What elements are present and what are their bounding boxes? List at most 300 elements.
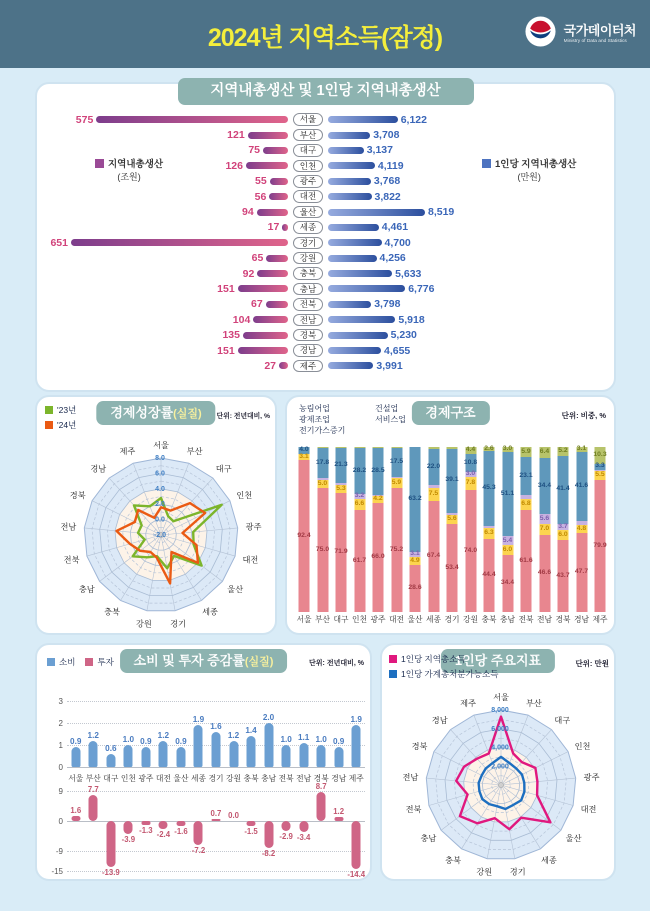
disposable-income-label: 1인당 가계총처분가능소득 xyxy=(401,669,499,679)
cons-invest-unit-label: 단위: 전년대비, % xyxy=(309,660,364,667)
consumption-value: 1.2 xyxy=(87,730,99,740)
investment-bar-slot xyxy=(312,782,330,871)
consumption-bar xyxy=(282,745,291,767)
radar-axis-label: 강원 xyxy=(135,619,152,629)
region-label: 충북 xyxy=(293,267,323,280)
grdp-bar-right xyxy=(328,255,377,262)
grdp-bar-right xyxy=(328,116,398,123)
grdp-value-right: 5,918 xyxy=(398,313,425,326)
grdp-left-wrap xyxy=(45,221,288,233)
radar-axis-label: 서울 xyxy=(153,441,169,450)
ministry-logo-text xyxy=(564,20,636,44)
investment-value: 1.6 xyxy=(70,805,82,815)
struct-value-label: 43.7 xyxy=(556,571,570,579)
grdp-row xyxy=(45,112,606,127)
region-label: 경남 xyxy=(293,344,323,357)
struct-value-label: 46.6 xyxy=(537,569,552,577)
grdp-bar-left xyxy=(263,147,288,154)
grdp-value-right: 3,708 xyxy=(373,129,400,142)
struct-value-label: 4.0 xyxy=(299,445,309,453)
struct-value-label: 34.4 xyxy=(537,481,552,489)
struct-category-label: 경남 xyxy=(573,615,590,624)
struct-value-label: 5.9 xyxy=(391,478,402,486)
grdp-row xyxy=(45,327,606,342)
consumption-bar-slot xyxy=(207,701,225,767)
grdp-value-right: 3,137 xyxy=(366,144,393,157)
radar-axis-label: 경남 xyxy=(431,716,448,725)
consumption-value: 1.2 xyxy=(157,730,170,740)
consumption-value: 0.6 xyxy=(105,743,117,753)
grdp-right-wrap xyxy=(328,360,403,372)
axis-tick-label: 0 xyxy=(58,763,63,772)
grdp-row xyxy=(45,189,606,204)
grdp-bar-left xyxy=(238,285,288,292)
consumption-bar-slot xyxy=(242,701,260,767)
struct-value-label: 75.0 xyxy=(315,545,330,553)
grdp-value-left: 135 xyxy=(222,329,240,342)
category-label: 강원 xyxy=(226,774,242,783)
struct-column xyxy=(499,431,517,625)
grdp-value-left: 151 xyxy=(217,282,235,295)
struct-value-label: 5.0 xyxy=(317,479,328,487)
struct-value-label: 92.4 xyxy=(297,531,311,539)
struct-value-label: 6.0 xyxy=(558,530,568,538)
struct-value-label: 51.1 xyxy=(500,490,515,498)
struct-stack xyxy=(391,447,402,612)
radar-tick-label: 4,000 xyxy=(491,744,509,752)
consumption-bar-slot xyxy=(225,701,243,767)
consumption-bar xyxy=(71,747,80,767)
consumption-value: 0.9 xyxy=(332,737,345,747)
struct-value-label: 41.4 xyxy=(556,485,570,493)
struct-column xyxy=(351,431,369,625)
axis-tick-label: 0 xyxy=(58,817,63,826)
consumption-bar-slot xyxy=(67,701,85,767)
panel-growth-title: 경제성장률(실질) xyxy=(96,401,215,425)
percap-unit-label: 단위: 만원 xyxy=(575,659,609,668)
struct-value-label: 3.0 xyxy=(502,445,513,453)
grdp-bar-right xyxy=(328,132,370,139)
struct-category-label: 광주 xyxy=(370,615,386,624)
radar-axis-label: 충북 xyxy=(104,607,120,617)
investment-value: -3.4 xyxy=(296,833,311,843)
struct-stack xyxy=(521,447,532,612)
consumption-bar xyxy=(247,736,256,767)
grdp-value-right: 3,822 xyxy=(374,190,401,203)
grdp-bar-right xyxy=(328,193,372,200)
grdp-right-wrap xyxy=(328,160,404,172)
grdp-left-legend-unit: (조원) xyxy=(117,172,141,182)
investment-bar xyxy=(141,821,150,825)
grdp-value-left: 121 xyxy=(227,129,245,142)
investment-value: -1.6 xyxy=(174,827,188,837)
grdp-bar-right xyxy=(328,239,382,246)
panel-growth xyxy=(35,395,277,635)
axis-tick-label: -15 xyxy=(51,867,63,876)
grdp-row xyxy=(45,127,606,142)
grdp-left-wrap xyxy=(45,329,288,341)
consumption-value: 0.9 xyxy=(70,737,82,747)
grdp-right-wrap xyxy=(328,129,399,141)
struct-value-label: 5.3 xyxy=(336,484,346,492)
struct-value-label: 7.8 xyxy=(465,479,476,487)
struct-stack xyxy=(373,447,384,612)
consumption-bar-slot xyxy=(295,701,313,767)
struct-value-label: 6.4 xyxy=(539,448,550,456)
grdp-left-wrap xyxy=(45,314,288,326)
gridline xyxy=(67,767,365,768)
struct-column xyxy=(406,431,424,625)
grdp-value-left: 27 xyxy=(264,359,276,372)
grdp-right-legend-unit: (만원) xyxy=(517,172,541,182)
grdp-row xyxy=(45,281,606,296)
category-label: 경북 xyxy=(313,774,329,783)
consumption-value: 1.2 xyxy=(227,730,240,740)
struct-value-label: 61.7 xyxy=(352,556,367,564)
radar-axis-label: 부산 xyxy=(525,698,542,708)
radar-axis-label: 충남 xyxy=(420,834,437,843)
investment-bar-slot xyxy=(207,791,225,871)
percap-radar-chart xyxy=(382,645,618,883)
consumption-value: 1.0 xyxy=(280,735,292,744)
radar-axis-label: 세종 xyxy=(202,607,218,617)
investment-bar-slot xyxy=(347,791,366,879)
grdp-value-right: 4,700 xyxy=(384,236,411,249)
grdp-right-wrap xyxy=(328,298,400,310)
grdp-row xyxy=(45,204,606,219)
struct-value-label: 3.7 xyxy=(558,522,568,530)
grdp-value-left: 151 xyxy=(217,344,235,357)
struct-value-label: 4.2 xyxy=(373,495,383,503)
investment-bar-slot xyxy=(190,791,208,871)
region-label: 강원 xyxy=(293,252,323,265)
region-label: 부산 xyxy=(293,129,323,142)
struct-value-label: 17.8 xyxy=(315,458,330,466)
grdp-right-wrap xyxy=(328,252,406,264)
struct-value-label: 7.5 xyxy=(428,490,439,498)
struct-value-label: 6.8 xyxy=(521,500,531,508)
radar-axis-label: 전북 xyxy=(63,555,80,565)
axis-tick-label: 9 xyxy=(58,787,63,796)
consumption-value: 1.4 xyxy=(245,726,257,736)
grdp-bar-left xyxy=(248,132,288,139)
axis-tick-label: 1 xyxy=(58,741,63,750)
grdp-row xyxy=(45,358,606,373)
radar-axis-label: 울산 xyxy=(565,834,582,843)
struct-column xyxy=(425,431,443,625)
struct-stack xyxy=(428,447,439,612)
radar-axis-label: 대전 xyxy=(580,805,597,815)
year23-label: '23년 xyxy=(57,405,77,415)
grdp-value-left: 75 xyxy=(248,144,260,157)
grdp-bar-left xyxy=(246,162,288,169)
grdp-bar-left xyxy=(96,116,288,123)
struct-category-label: 전북 xyxy=(518,615,534,624)
structure-unit-label: 단위: 비중, % xyxy=(561,411,606,420)
struct-value-label: 4.4 xyxy=(465,446,476,454)
consumption-value: 2.0 xyxy=(262,713,275,722)
investment-bar-slot xyxy=(260,791,278,871)
struct-value-label: 5.4 xyxy=(502,536,513,544)
radar-tick-label: 6.0 xyxy=(155,470,165,478)
investment-value: 7.7 xyxy=(87,785,99,795)
struct-stack xyxy=(299,447,310,612)
struct-value-label: 67.4 xyxy=(426,552,441,560)
struct-column xyxy=(462,431,480,625)
consumption-bar xyxy=(334,747,343,767)
radar-axis-label: 인천 xyxy=(574,741,591,751)
consumption-bar-slot xyxy=(102,701,120,767)
struct-column xyxy=(591,431,609,625)
struct-value-label: 3.1 xyxy=(299,452,309,460)
region-label: 울산 xyxy=(293,206,323,219)
radar-tick-label: 8,000 xyxy=(491,707,509,714)
radar-axis-label: 부산 xyxy=(186,447,203,457)
struct-value-label: 5.6 xyxy=(539,514,550,522)
category-label: 제주 xyxy=(348,774,364,783)
header xyxy=(0,0,650,68)
grdp-left-wrap xyxy=(45,144,288,156)
grdp-bar-right xyxy=(328,316,395,323)
radar-axis-label: 서울 xyxy=(493,693,509,702)
radar-axis-label: 강원 xyxy=(476,867,493,877)
struct-stack xyxy=(595,447,606,612)
consumption-value: 1.9 xyxy=(350,715,362,725)
radar-axis-label: 경기 xyxy=(170,619,187,629)
struct-stack xyxy=(482,444,496,612)
grdp-value-left: 104 xyxy=(232,313,251,326)
legend-grdp-left xyxy=(95,156,163,183)
grdp-right-wrap xyxy=(328,283,434,295)
investment-bar xyxy=(124,821,133,834)
grdp-bar-right xyxy=(328,224,379,231)
region-label: 대구 xyxy=(293,144,323,157)
struct-value-label: 4.9 xyxy=(410,556,420,564)
consumption-bar xyxy=(299,743,308,767)
panel-structure-title: 경제구조 xyxy=(411,401,489,425)
consumption-bar-slot xyxy=(120,701,138,767)
struct-category-label: 강원 xyxy=(462,615,479,624)
grdp-left-wrap xyxy=(45,283,288,295)
growth-unit-label: 단위: 전년대비, % xyxy=(216,413,270,420)
investment-bar-slot xyxy=(101,791,120,878)
consumption-value: 1.0 xyxy=(122,735,135,744)
legend-label-agri: 농림어업 xyxy=(299,404,330,413)
radar-axis-label: 광주 xyxy=(583,772,600,782)
legend-cons-invest xyxy=(47,656,114,671)
category-label: 충남 xyxy=(261,774,277,783)
category-label: 전남 xyxy=(296,774,312,783)
radar-axis-label: 전남 xyxy=(402,772,419,782)
radar-axis-label: 대전 xyxy=(242,555,259,565)
consumption-value: 1.1 xyxy=(297,732,310,742)
investment-bar-slot xyxy=(242,791,260,871)
panel-percap xyxy=(380,643,616,881)
category-label: 부산 xyxy=(85,774,101,783)
radar-axis-label: 제주 xyxy=(460,698,477,708)
investment-bar xyxy=(211,819,220,821)
consumption-bar-slot xyxy=(137,701,155,767)
category-label: 경남 xyxy=(331,774,347,783)
struct-stack xyxy=(502,447,513,612)
region-label: 대전 xyxy=(293,190,323,203)
investment-bar-slot xyxy=(295,791,313,871)
region-label: 충남 xyxy=(293,283,323,296)
category-label: 서울 xyxy=(68,774,84,783)
consumption-bar xyxy=(194,725,203,767)
struct-stack xyxy=(465,447,476,612)
ministry-name-english: Ministry of Data and Statistics xyxy=(563,38,627,44)
investment-value: -1.3 xyxy=(139,826,153,836)
struct-stack xyxy=(354,447,365,612)
consumption-value: 0.9 xyxy=(175,737,187,747)
legend-item-serv xyxy=(371,414,406,425)
radar-tick-label: 0.0 xyxy=(155,516,165,524)
grdp-right-legend-label: 1인당 지역내총생산 xyxy=(495,159,577,170)
investment-bar-slot xyxy=(120,791,138,871)
grdp-bar-right xyxy=(328,270,392,277)
investment-bar xyxy=(194,821,203,845)
grdp-bar-left xyxy=(257,209,288,216)
struct-value-label: 63.2 xyxy=(408,495,422,503)
grdp-value-left: 651 xyxy=(50,236,68,249)
grdp-right-swatch xyxy=(482,159,491,168)
radar-tick-label: 6,000 xyxy=(491,725,509,733)
radar-axis-label: 충북 xyxy=(445,855,462,865)
consumption-bar-slot xyxy=(348,701,366,767)
investment-value: 0.7 xyxy=(210,808,222,818)
investment-value: -3.9 xyxy=(121,835,136,844)
consumption-bar-slot xyxy=(85,701,103,767)
grdp-bar-left xyxy=(243,332,288,339)
consumption-bar xyxy=(317,745,326,767)
radar-tick-label: -2.0 xyxy=(153,532,167,539)
investment-bar xyxy=(299,821,308,832)
grdp-left-wrap xyxy=(45,206,288,218)
consumption-bar xyxy=(352,725,361,767)
investment-value: -14.4 xyxy=(347,870,366,879)
struct-category-label: 서울 xyxy=(296,615,312,624)
investment-value: -2.9 xyxy=(279,831,293,841)
consumption-bar-slot xyxy=(260,701,278,767)
investment-value: -2.4 xyxy=(156,830,171,839)
grdp-bar-left xyxy=(253,316,288,323)
struct-stack xyxy=(539,447,550,612)
investment-bar-slot xyxy=(172,791,190,871)
struct-value-label: 74.0 xyxy=(463,546,478,554)
grdp-left-wrap xyxy=(45,268,288,280)
year24-label: '24년 xyxy=(57,420,77,430)
investment-bar xyxy=(176,821,185,826)
struct-category-label: 대구 xyxy=(333,615,349,624)
consumption-bar xyxy=(89,741,98,767)
grdp-value-right: 4,655 xyxy=(384,344,411,357)
consumption-bar-slot xyxy=(172,701,190,767)
grdp-left-wrap xyxy=(45,191,288,203)
investment-bar xyxy=(317,792,326,821)
region-label: 전북 xyxy=(293,298,323,311)
category-label: 대전 xyxy=(155,774,171,783)
radar-tick-label: 2.0 xyxy=(155,501,165,509)
struct-category-label: 경북 xyxy=(555,615,571,624)
struct-value-label: 3.3 xyxy=(595,462,605,470)
category-label: 경기 xyxy=(208,774,224,783)
grdp-right-wrap xyxy=(328,345,410,357)
struct-value-label: 6.0 xyxy=(502,546,513,554)
region-label: 인천 xyxy=(293,160,323,173)
investment-bar xyxy=(264,821,273,848)
region-label: 광주 xyxy=(293,175,323,188)
legend-item-manuf xyxy=(295,414,371,425)
radar-axis-label: 경남 xyxy=(90,464,107,474)
struct-value-label: 47.7 xyxy=(574,568,589,576)
consumption-bar xyxy=(159,741,168,767)
region-label: 전남 xyxy=(293,314,323,327)
panel-cons-invest-title: 소비 및 투자 증감률(실질) xyxy=(120,649,288,673)
consumption-bar xyxy=(176,747,185,767)
legend-item-constr xyxy=(371,403,406,414)
growth-radar-chart xyxy=(37,397,279,637)
panel-structure xyxy=(285,395,616,635)
investment-bar-slot xyxy=(277,791,295,871)
radar-axis-label: 대구 xyxy=(554,716,571,725)
struct-value-label: 75.2 xyxy=(389,545,404,553)
grdp-bar-right xyxy=(328,347,381,354)
struct-category-label: 충남 xyxy=(499,615,516,624)
struct-value-label: 45.3 xyxy=(482,484,496,492)
grdp-value-right: 3,798 xyxy=(374,298,401,311)
struct-value-label: 10.8 xyxy=(463,458,478,466)
struct-value-label: 3.2 xyxy=(354,492,365,500)
consumption-bar-slot xyxy=(190,701,208,767)
grdp-value-right: 5,633 xyxy=(395,267,422,280)
struct-stack xyxy=(317,447,328,612)
grdp-left-legend-label: 지역내총생산 xyxy=(108,159,164,170)
ministry-logo-icon xyxy=(524,15,557,48)
grdp-bar-right xyxy=(328,301,371,308)
grdp-value-right: 4,461 xyxy=(381,221,409,234)
struct-column xyxy=(480,431,498,625)
struct-value-label: 4.8 xyxy=(576,525,587,533)
axis-tick-label: -9 xyxy=(55,847,63,856)
grdp-chart xyxy=(45,112,606,374)
grdp-value-left: 55 xyxy=(255,175,267,188)
struct-value-label: 39.1 xyxy=(445,476,459,484)
radar-tick-label: 2,000 xyxy=(491,763,509,771)
grdp-value-left: 126 xyxy=(225,159,243,172)
grdp-value-right: 3,991 xyxy=(376,359,403,372)
investment-bar-slot xyxy=(225,791,243,871)
consumption-bar xyxy=(124,745,133,767)
grdp-bar-left xyxy=(270,178,288,185)
investment-bar-slot xyxy=(330,791,348,871)
radar-axis-label: 전남 xyxy=(60,522,77,532)
grdp-bar-left xyxy=(266,301,288,308)
grdp-value-right: 5,230 xyxy=(390,329,417,342)
consumption-bar-slot xyxy=(277,701,295,767)
struct-stack xyxy=(576,447,587,612)
consumption-value: 1.6 xyxy=(210,721,222,731)
struct-category-label: 부산 xyxy=(314,615,331,624)
consumption-bar xyxy=(229,741,238,767)
grdp-row xyxy=(45,312,606,327)
consumption-value: 1.0 xyxy=(315,735,327,744)
investment-value: 8.7 xyxy=(315,782,327,791)
investment-bar-slot xyxy=(155,791,173,871)
investment-bar-slot xyxy=(85,785,103,871)
grdp-left-wrap xyxy=(45,360,288,372)
grdp-bar-left xyxy=(71,239,288,246)
